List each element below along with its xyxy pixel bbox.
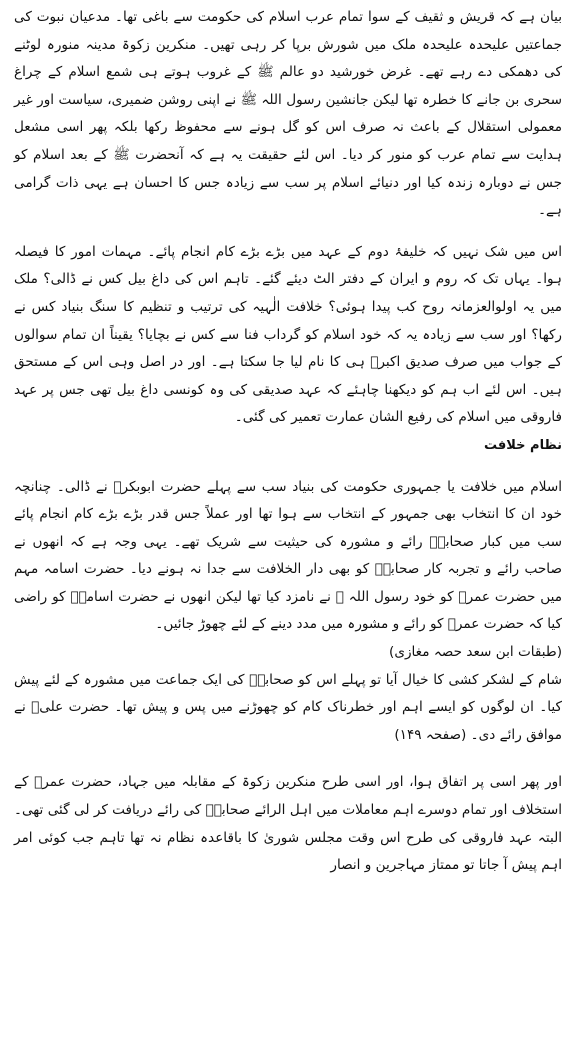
paragraph-spacer xyxy=(14,225,562,239)
section-heading-nizam-khilafat: نظام خلافت xyxy=(484,437,562,453)
paragraph-khilafat-foundation: اسلام میں خلافت یا جمہوری حکومت کی بنیاد سب سے پہلے حضرت ابوبکرؓ نے ڈالی۔ چنانچہ خود ان کا انتخاب بھی جمہور کے انتخاب سے ہوا تھا اور عملاً جس قدر بڑے بڑے کام انجام پائے سب میں کبار صحابہؓ رائے و مشورہ کی حیثیت سے شریک تھے۔ یہی وجہ ہے کہ انھوں نے صاحب رائے و تجربہ کار صحابہؓ کو بھی دار الخلافت سے جدا نہ ہونے دیا۔ حضرت اسامہ مہم میں حضرت عمرؓ کو خود رسول اللہ ﷺ نے نامزد کیا تھا لیکن انھوں نے حضرت اسامہؓ کو راضی کیا کہ حضرت عمرؓ کو رائے و مشورہ میں مدد دینے کے لئے چھوڑ جائیں۔ xyxy=(14,478,562,633)
paragraph-consultation: اور پھر اسی پر اتفاق ہوا، اور اسی طرح منکرین زکوۃ کے مقابلہ میں جہاد، حضرت عمرؓ کے استخلاف اور تمام دوسرے اہم معاملات میں اہل الرائے صحابہؓ کی رائے دریافت کر لی گئی تھی۔ البتہ عہد فاروقی کی طرح اس وقت مجلس شوریٰ کا باقاعدہ نظام نہ تھا تاہم جب کوئی امر اہم پیش آ جاتا تو ممتاز مہاجرین و انصار xyxy=(14,774,562,874)
paragraph-sham-campaign: شام کے لشکر کشی کا خیال آیا تو پہلے اس کو صحابہؓ کی ایک جماعت میں مشورہ کے لئے پیش کیا۔ ان لوگوں کو ایسے اہم اور خطرناک کام کو چھوڑنے میں پس و پیش تھا۔ حضرت علیؓ نے موافق رائے دی۔ (صفحہ ۱۴۹) xyxy=(14,671,562,743)
paragraph-umar-era: اس میں شک نہیں کہ خلیفۂ دوم کے عہد میں بڑے بڑے کام انجام پائے۔ مہمات امور کا فیصلہ ہوا۔ یہاں تک کہ روم و ایران کے دفتر الٹ دیئے گئے۔ تاہم اس کی داغ بیل کس نے ڈالی؟ ملک میں یہ اولوالعزمانہ روح کب پیدا ہوئی؟ خلافت الٰہیہ کی ترتیب و تنظیم کا سنگ بنیاد کس نے رکھا؟ اور سب سے زیادہ یہ کہ خود اسلام کو گرداب فنا سے کس نے بچایا؟ یقیناً ان تمام سوالوں کے جواب میں صرف صدیق اکبرؓ ہی کا نام لیا جا سکتا ہے۔ اور در اصل وہی اس کے مستحق ہیں۔ اس لئے اب ہم کو دیکھنا چاہئے کہ عہد صدیقی کی وہ کونسی داغ بیل تھی جس پر عہد فاروقی میں اسلام کی رفیع الشان عمارت تعمیر کی گئی۔ xyxy=(14,243,562,426)
paragraph-spacer xyxy=(14,749,562,769)
heading-spacer xyxy=(14,460,562,474)
paragraph-rebellion: بیان ہے کہ قریش و ثقیف کے سوا تمام عرب اسلام کی حکومت سے باغی تھا۔ مدعیان نبوت کی جماعتیں علیحدہ علیحدہ ملک میں شورش برپا کر رہی تھیں۔ منکرین زکوۃ مدینہ منورہ لوٹنے کی دھمکی دے رہے تھے۔ غرض خورشید دو عالم ﷺ کے غروب ہوتے ہی شمع اسلام کے چراغ سحری بن جانے کا خطرہ تھا لیکن جانشین رسول اللہ ﷺ نے اپنی روشن ضمیری، سیاست اور غیر معمولی استقلال کے باعث نہ صرف اس کو گل ہونے سے محفوظ رکھا بلکہ پھر اسی مشعل ہدایت سے تمام عرب کو منور کر دیا۔ اس لئے حقیقت یہ ہے کہ آنحضرت ﷺ کے بعد اسلام کو جس نے دوبارہ زندہ کیا اور دنیائے اسلام پر سب سے زیادہ جس کا احسان ہے یہی ذات گرامی ہے۔ xyxy=(14,9,562,219)
citation-tabaqat: (طبقات ابن سعد حصہ مغازی) xyxy=(389,644,562,661)
